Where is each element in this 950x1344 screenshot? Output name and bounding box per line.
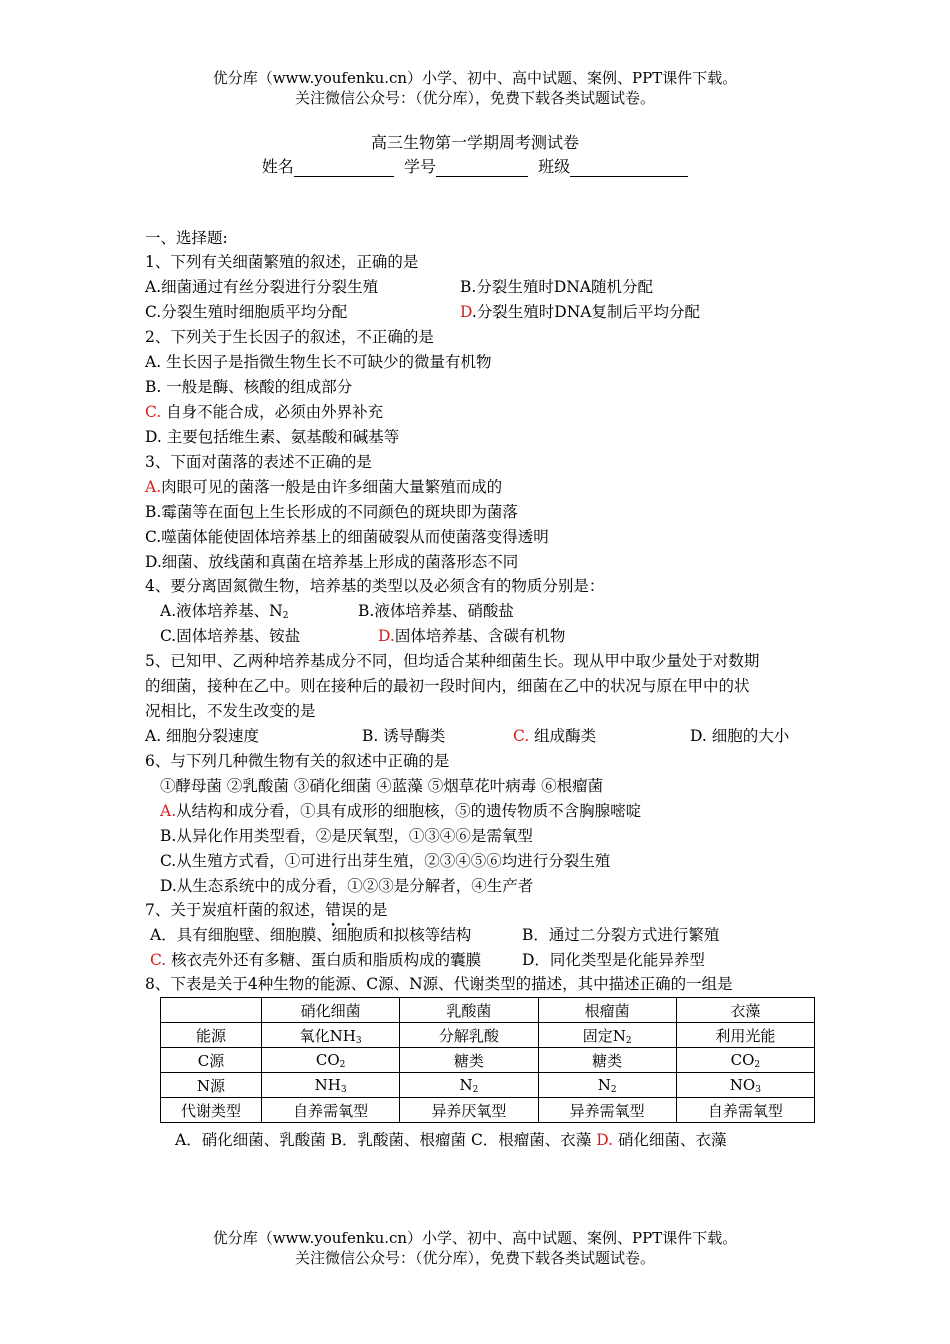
q2-stem: 2、下列关于生长因子的叙述，不正确的是 bbox=[145, 328, 434, 346]
table-cell bbox=[262, 1073, 400, 1098]
table-row bbox=[161, 1098, 815, 1123]
table-cell: 分解乳酸 bbox=[400, 1023, 538, 1048]
q6-option-a-text: 从结构和成分看，①具有成形的细胞核，⑤的遗传物质不含胸腺嘧啶 bbox=[176, 802, 642, 820]
table-cell bbox=[676, 1073, 814, 1098]
table-cell: 利用光能 bbox=[676, 1023, 814, 1048]
table-cell bbox=[538, 1023, 676, 1048]
subscript: 2 bbox=[472, 1084, 479, 1095]
table-cell: 能源 bbox=[161, 1023, 262, 1048]
class-blank[interactable] bbox=[570, 159, 688, 177]
table-cell: 异养厌氧型 bbox=[400, 1098, 538, 1123]
q3-option-b: B.霉菌等在面包上生长形成的不同颜色的斑块即为菌落 bbox=[145, 503, 518, 521]
q1-answer-mark: D bbox=[460, 303, 472, 321]
id-blank[interactable] bbox=[436, 159, 528, 177]
q1-option-d bbox=[460, 302, 700, 322]
table-row bbox=[161, 1023, 815, 1048]
q5-option-b: B. 诱导酶类 bbox=[362, 727, 446, 745]
table-cell bbox=[676, 1048, 814, 1073]
q7-answer-mark: C. bbox=[150, 951, 167, 969]
q1-option-c: C.分裂生殖时细胞质平均分配 bbox=[145, 303, 348, 321]
q2-option-b: B. 一般是酶、核酸的组成部分 bbox=[145, 378, 353, 396]
table-header-cell: 硝化细菌 bbox=[262, 998, 400, 1023]
table-cell: 自养需氧型 bbox=[676, 1098, 814, 1123]
q8-option-d: 硝化细菌、衣藻 bbox=[613, 1131, 727, 1149]
subscript: 3 bbox=[340, 1084, 347, 1095]
q4-option-c: C.固体培养基、铵盐 bbox=[160, 627, 301, 645]
q5-option-d: D. 细胞的大小 bbox=[690, 727, 790, 745]
q3-stem: 3、下面对菌落的表述不正确的是 bbox=[145, 453, 372, 471]
table-cell bbox=[400, 1073, 538, 1098]
q5-option-a: A. 细胞分裂速度 bbox=[145, 727, 260, 745]
q7-stem-pre: 7、关于炭疽杆菌的叙述， bbox=[145, 901, 326, 919]
student-info bbox=[0, 154, 950, 177]
table-cell: 糖类 bbox=[538, 1048, 676, 1073]
q2-option-a: A. 生长因子是指微生物生长不可缺少的微量有机物 bbox=[145, 353, 492, 371]
q4-option-b: B.液体培养基、硝酸盐 bbox=[358, 602, 514, 620]
table-cell: 自养需氧型 bbox=[262, 1098, 400, 1123]
subscript: 2 bbox=[610, 1084, 617, 1095]
table-row bbox=[161, 1048, 815, 1073]
q4-option-d-text: 固体培养基、含碳有机物 bbox=[394, 627, 566, 645]
subscript: 2 bbox=[754, 1059, 761, 1070]
q8-answer-mark: D. bbox=[596, 1131, 614, 1149]
table-cell: 异养需氧型 bbox=[538, 1098, 676, 1123]
q1-option-d-text: .分裂生殖时DNA复制后平均分配 bbox=[471, 303, 700, 321]
q5-stem-2: 的细菌，接种在乙中。则在接种后的最初一段时间内，细菌在乙中的状况与原在甲中的状 bbox=[145, 677, 750, 695]
table-cell bbox=[262, 1023, 400, 1048]
q6-option-a bbox=[160, 801, 641, 821]
q7-option-c bbox=[150, 950, 481, 970]
q8-options bbox=[175, 1130, 726, 1150]
name-label: 姓名 bbox=[261, 157, 294, 176]
header-line-1: 优分库（www.youfenku.cn）小学、初中、高中试题、案例、PPT课件下载。 bbox=[212, 69, 738, 87]
table-header-row bbox=[161, 998, 815, 1023]
q5-option-c bbox=[513, 726, 596, 746]
class-label: 班级 bbox=[538, 157, 571, 176]
cell-text: CO bbox=[315, 1050, 340, 1069]
table-header-cell bbox=[161, 998, 262, 1023]
table-cell: 糖类 bbox=[400, 1048, 538, 1073]
q4-option-a-text: A.液体培养基、N bbox=[160, 602, 283, 620]
q8-table bbox=[160, 997, 815, 1123]
section-heading: 一、选择题: bbox=[145, 229, 228, 247]
q8-options-abc: A．硝化细菌、乳酸菌 B．乳酸菌、根瘤菌 C．根瘤菌、衣藻 bbox=[175, 1131, 597, 1149]
q6-option-c: C.从生殖方式看，①可进行出芽生殖，②③④⑤⑥均进行分裂生殖 bbox=[160, 852, 611, 870]
table-header-cell: 衣藻 bbox=[676, 998, 814, 1023]
table-header-cell: 根瘤菌 bbox=[538, 998, 676, 1023]
cell-text: N bbox=[597, 1075, 611, 1094]
q4-stem: 4、要分离固氮微生物，培养基的类型以及必须含有的物质分别是： bbox=[145, 577, 605, 595]
q4-answer-mark: D. bbox=[378, 627, 395, 645]
q6-stem: 6、与下列几种微生物有关的叙述中正确的是 bbox=[145, 752, 450, 770]
table-row bbox=[161, 1073, 815, 1098]
cell-text: 固定N bbox=[582, 1026, 626, 1045]
q5-option-c-text: 组成酶类 bbox=[529, 727, 597, 745]
header-line-2: 关注微信公众号：（优分库），免费下载各类试题试卷。 bbox=[294, 89, 655, 107]
table-cell: N源 bbox=[161, 1073, 262, 1098]
q7-emphasis-1: 错 bbox=[325, 901, 341, 919]
table-cell: C源 bbox=[161, 1048, 262, 1073]
q8-stem: 8、下表是关于4种生物的能源、C源、N源、代谢类型的描述，其中描述正确的一组是 bbox=[145, 975, 733, 993]
q3-option-c: C.噬菌体能使固体培养基上的细菌破裂从而使菌落变得透明 bbox=[145, 528, 549, 546]
q5-stem-1: 5、已知甲、乙两种培养基成分不同，但均适合某种细菌生长。现从甲中取少量处于对数期 bbox=[145, 652, 760, 670]
q1-option-b: B.分裂生殖时DNA随机分配 bbox=[460, 278, 654, 296]
q3-option-d: D.细菌、放线菌和真菌在培养基上形成的菌落形态不同 bbox=[145, 553, 519, 571]
subscript: 3 bbox=[755, 1084, 761, 1095]
q7-option-a: A．具有细胞壁、细胞膜、细胞质和拟核等结构 bbox=[150, 926, 472, 944]
q3-option-a-text: 肉眼可见的菌落一般是由许多细菌大量繁殖而成的 bbox=[161, 478, 503, 496]
q5-stem-3: 况相比，不发生改变的是 bbox=[145, 702, 316, 720]
subscript: 3 bbox=[355, 1035, 362, 1046]
q1-option-a: A.细菌通过有丝分裂进行分裂生殖 bbox=[145, 278, 379, 296]
q2-option-d: D. 主要包括维生素、氨基酸和碱基等 bbox=[145, 428, 400, 446]
footer-line-2: 关注微信公众号：（优分库），免费下载各类试题试卷。 bbox=[294, 1249, 655, 1267]
q7-emphasis-2: 误 bbox=[340, 901, 357, 919]
table-cell bbox=[538, 1073, 676, 1098]
cell-text: N bbox=[459, 1075, 473, 1094]
subscript: 2 bbox=[339, 1059, 346, 1070]
cell-text: 氧化NH bbox=[299, 1026, 356, 1045]
cell-text: CO bbox=[730, 1050, 755, 1069]
q7-stem-post: 的是 bbox=[356, 901, 388, 919]
name-blank[interactable] bbox=[294, 159, 394, 177]
q3-option-a bbox=[145, 477, 502, 497]
q7-option-c-text: 核衣壳外还有多糖、蛋白质和脂质构成的囊膜 bbox=[166, 951, 482, 969]
page-title: 高三生物第一学期周考测试卷 bbox=[370, 133, 579, 152]
q2-option-c-text: 自身不能合成，必须由外界补充 bbox=[161, 403, 384, 421]
table-cell bbox=[262, 1048, 400, 1073]
table-header-cell: 乳酸菌 bbox=[400, 998, 538, 1023]
q4-option-d bbox=[378, 626, 565, 646]
q4-option-a-sub: 2 bbox=[282, 611, 289, 621]
q6-option-d: D.从生态系统中的成分看，①②③是分解者，④生产者 bbox=[160, 877, 534, 895]
q7-stem bbox=[145, 900, 387, 920]
id-label: 学号 bbox=[403, 157, 436, 176]
table-cell: 代谢类型 bbox=[161, 1098, 262, 1123]
cell-text: NO bbox=[729, 1075, 756, 1094]
subscript: 2 bbox=[625, 1035, 632, 1046]
footer-line-1: 优分库（www.youfenku.cn）小学、初中、高中试题、案例、PPT课件下载。 bbox=[212, 1229, 738, 1247]
q5-answer-mark: C. bbox=[513, 727, 530, 745]
q3-answer-mark: A. bbox=[145, 478, 162, 496]
cell-text: NH bbox=[314, 1075, 341, 1094]
q2-answer-mark: C. bbox=[145, 403, 162, 421]
q4-option-a bbox=[160, 601, 288, 626]
q1-stem: 1、下列有关细菌繁殖的叙述，正确的是 bbox=[145, 253, 419, 271]
q6-organism-list: ①酵母菌 ②乳酸菌 ③硝化细菌 ④蓝藻 ⑤烟草花叶病毒 ⑥根瘤菌 bbox=[160, 777, 604, 795]
q2-option-c bbox=[145, 402, 383, 422]
q7-option-b: B．通过二分裂方式进行繁殖 bbox=[522, 926, 720, 944]
q7-option-d: D．同化类型是化能异养型 bbox=[522, 951, 705, 969]
q6-option-b: B.从异化作用类型看，②是厌氧型，①③④⑥是需氧型 bbox=[160, 827, 533, 845]
q6-answer-mark: A. bbox=[160, 802, 177, 820]
